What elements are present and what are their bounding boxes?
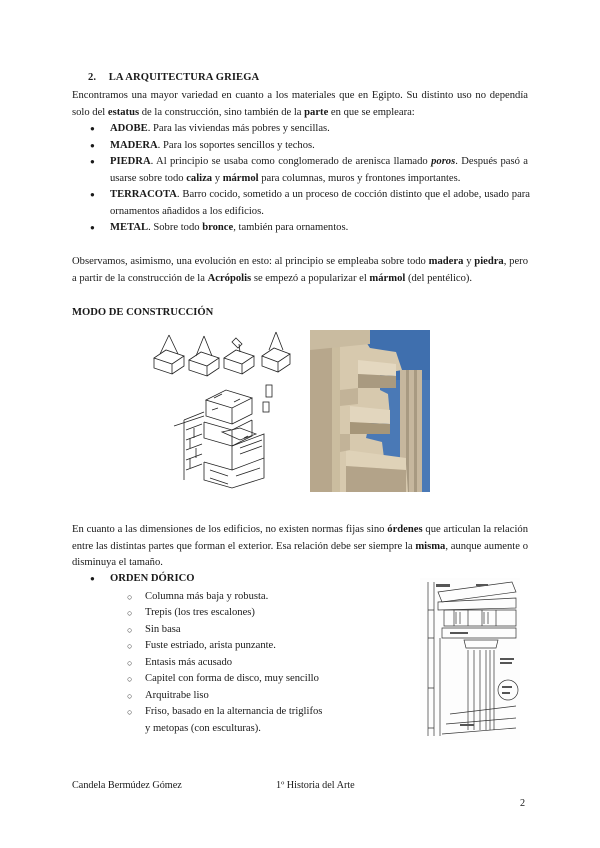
doric-feature: ○ Entasis más acusado [127, 655, 347, 672]
list-item [90, 187, 530, 220]
construction-heading: MODO DE CONSTRUCCIÓN [72, 307, 214, 318]
section-title: LA ARQUITECTURA GRIEGA [108, 72, 260, 83]
stone-lifting-drawing [144, 330, 294, 490]
material-desc: . Para las viviendas más pobres y sencillas. [147, 123, 330, 134]
evolution-paragraph [72, 254, 528, 287]
doric-feature: ○ Columna más baja y robusta. [127, 589, 347, 606]
list-item [90, 154, 530, 187]
intro-text: en que se empleara: [328, 106, 415, 118]
section-number: 2. [88, 72, 97, 83]
evolution-text: , pero a partir de la construcción de la [72, 256, 529, 284]
doric-order-diagram [420, 578, 520, 740]
dimensions-paragraph [72, 522, 528, 572]
list-item [90, 220, 530, 237]
doric-feature: ○ Capitel con forma de disco, muy sencillo [127, 671, 347, 688]
intro-paragraph [72, 88, 528, 121]
footer-course: 1º Historia del Arte [276, 780, 355, 791]
doric-feature: ○ Friso, basado en la alternancia de triglifos y metopas (con esculturas). [127, 704, 327, 737]
doric-title: ORDEN DÓRICO [110, 573, 195, 584]
doric-features [127, 589, 347, 738]
material-name: METAL [110, 222, 149, 233]
material-desc: . Para los soportes sencillos y techos. [157, 139, 315, 151]
doric-feature: ○ Arquitrabe liso [127, 688, 347, 705]
dimensions-bold: órdenes [387, 524, 423, 535]
materials-list [90, 121, 530, 237]
material-desc: para columnas, muros y frontones importantes. [258, 172, 461, 184]
material-desc: . Después pasó a usarse sobre todo [110, 156, 528, 184]
material-name: MADERA [110, 139, 158, 151]
intro-bold-estatus: estatus [107, 106, 140, 118]
material-term-poros: poros [431, 156, 456, 167]
material-name: ADOBE [110, 123, 148, 134]
page-number: 2 [520, 798, 526, 809]
evolution-text: Observamos, asimismo, una evolución en esto: al principio se empleaba sobre todo [72, 256, 429, 267]
doric-feature: ○ Fuste estriado, arista punzante. [127, 638, 347, 655]
material-desc: . Sobre todo [148, 222, 203, 233]
evolution-text: se empezó a popularizar el [251, 272, 370, 284]
dimensions-bold: misma [415, 540, 446, 552]
doric-feature: ○ Trepis (los tres escalones) [127, 605, 347, 622]
material-desc: . Barro cocido, sometido a un proceso de cocción distinto que el adobe, usado para ornamentos añadidos a los edificios. [110, 189, 530, 217]
material-bold: bronce [202, 222, 234, 233]
evolution-text: (del pentélico). [405, 272, 473, 284]
evolution-text: y [463, 256, 475, 267]
section-heading [88, 70, 259, 87]
intro-text: Encontramos una mayor variedad en cuanto a los materiales que en Egipto. Su distinto uso no dependía solo del [72, 90, 528, 118]
list-item [90, 121, 530, 138]
footer-author: Candela Bermúdez Gómez [72, 780, 182, 791]
material-name: TERRACOTA [110, 189, 177, 200]
intro-bold-parte: parte [304, 106, 329, 118]
doric-order-list [90, 571, 410, 737]
material-desc: y [212, 172, 223, 184]
evolution-bold: piedra [474, 256, 504, 267]
material-desc: , también para ornamentos. [233, 222, 349, 233]
evolution-bold: Acrópolis [207, 272, 252, 284]
list-item [90, 138, 530, 155]
dimensions-text: , aunque aumente o disminuya el tamaño. [72, 540, 528, 568]
evolution-bold: madera [428, 256, 464, 267]
doric-feature: ○ Sin basa [127, 622, 347, 639]
stone-column-photo [310, 330, 430, 492]
list-item [90, 571, 410, 737]
material-bold: caliza [186, 172, 213, 184]
material-bold: mármol [222, 172, 259, 184]
material-name: PIEDRA [110, 156, 151, 167]
intro-text: de la construcción, sino también de la [139, 106, 305, 118]
evolution-bold: mármol [369, 272, 406, 284]
material-desc: . Al principio se usaba como conglomerado de arenisca llamado [150, 156, 432, 167]
dimensions-text: En cuanto a las dimensiones de los edificios, no existen normas fijas sino [72, 524, 388, 535]
dimensions-text: que articulan la relación entre las distintas partes que forman el exterior. Esa relación debe ser siempre la [72, 524, 528, 552]
